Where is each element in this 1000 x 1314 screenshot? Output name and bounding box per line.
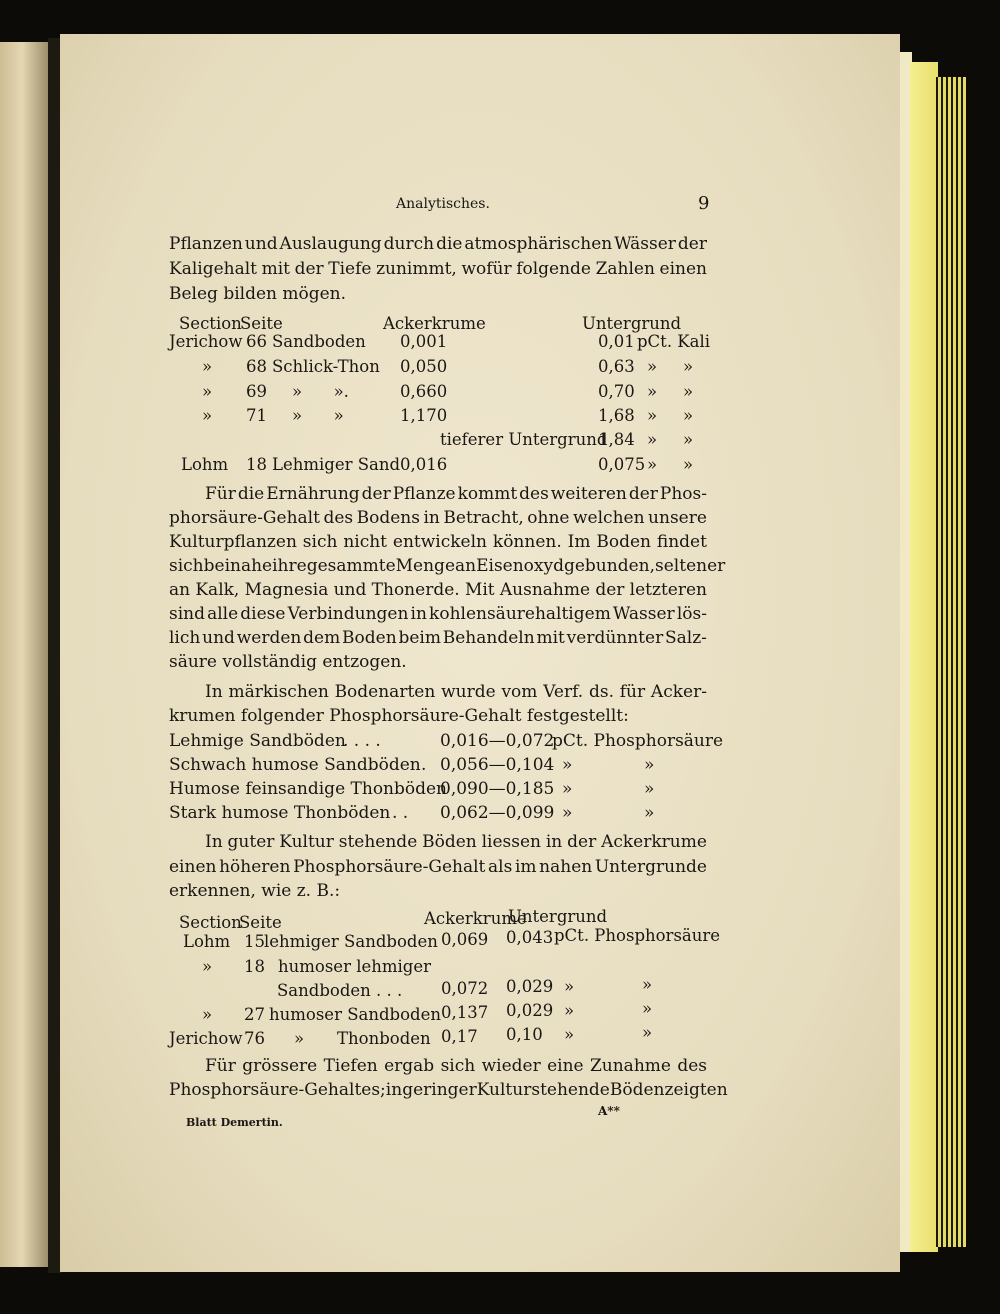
cell-unter: 0,029 xyxy=(506,977,554,996)
page-edge-yellow xyxy=(910,62,938,1252)
ditto-mark: » xyxy=(647,357,658,376)
ditto-mark: » xyxy=(564,977,575,996)
cell-section: Jerichow xyxy=(169,332,243,351)
cell-boden: » ». xyxy=(292,382,349,401)
cell-section: » xyxy=(202,406,213,425)
cell-seite: 69 xyxy=(246,382,267,401)
item-name: Humose feinsandige Thonböden xyxy=(169,779,448,799)
ditto-mark: » xyxy=(683,382,694,401)
cell-unter: 0,70 xyxy=(598,382,635,401)
cell-section: Jerichow xyxy=(169,1029,243,1048)
cell-acker: 0,050 xyxy=(400,357,448,376)
ditto-mark: » xyxy=(562,779,573,799)
item-name: Lehmige Sandböden xyxy=(169,731,346,751)
cell-boden: humoser lehmiger xyxy=(278,957,432,976)
text-line: krumen folgender Phosphorsäure-Gehalt festgestellt: xyxy=(169,706,629,726)
cell-acker: 0,016 xyxy=(400,455,448,474)
col-header-acker: Ackerkrume xyxy=(424,909,527,928)
text-line: In märkischen Bodenarten wurde vom Verf. ds. für Acker- xyxy=(205,682,707,702)
cell-boden: humoser Sandboden xyxy=(269,1005,441,1024)
cell-unter: 1,68 xyxy=(598,406,635,425)
cell-boden: » » xyxy=(292,406,344,425)
item-dots: . . . . xyxy=(343,731,381,751)
col-header-unter: Untergrund xyxy=(582,314,682,333)
cell-boden: lehmiger Sandboden xyxy=(264,932,438,951)
item-dots: . . xyxy=(392,803,409,823)
item-range: 0,062—0,099 xyxy=(440,803,555,823)
ditto-mark: » xyxy=(562,803,573,823)
ditto-mark: » xyxy=(644,779,655,799)
item-range: 0,090—0,185 xyxy=(440,779,555,799)
ditto-mark: » xyxy=(647,406,658,425)
text-line: lich und werden dem Boden beim Behandeln mit verdünnter Salz- xyxy=(169,628,707,648)
cell-unter: 0,10 xyxy=(506,1025,543,1044)
cell-acker: 0,069 xyxy=(441,930,489,949)
col-header-section: Section xyxy=(179,314,242,333)
item-name: Schwach humose Sandböden xyxy=(169,755,421,775)
cell-section: Lohm xyxy=(183,932,231,951)
left-page-edge xyxy=(0,42,55,1267)
cell-section: » xyxy=(202,1005,213,1024)
cell-acker: 0,17 xyxy=(441,1027,478,1046)
col-header-unter: Untergrund xyxy=(508,907,608,926)
cell-section: Lohm xyxy=(181,455,229,474)
cell-unter: 0,029 xyxy=(506,1001,554,1020)
cell-unter: 0,043 xyxy=(506,928,554,947)
cell-boden: Schlick-Thon xyxy=(272,357,380,376)
col-header-acker: Ackerkrume xyxy=(383,314,486,333)
ditto-mark: » xyxy=(644,755,655,775)
ditto-mark: » xyxy=(647,382,658,401)
cell-seite: 18 xyxy=(244,957,265,976)
cell-boden: Sandboden . . . xyxy=(277,981,403,1000)
cell-acker: 0,660 xyxy=(400,382,448,401)
text-line: Für grössere Tiefen ergab sich wieder eine Zunahme des xyxy=(205,1056,707,1076)
cell-section: » xyxy=(202,957,213,976)
cell-label: tieferer Untergrund xyxy=(440,430,608,449)
cell-section: » xyxy=(202,382,213,401)
text-line: phorsäure-Gehalt des Bodens in Betracht, ohne welchen unsere xyxy=(169,508,707,528)
item-dots: . xyxy=(421,755,427,775)
text-line: In guter Kultur stehende Böden liessen in der Ackerkrume xyxy=(205,832,707,852)
ditto-mark: » xyxy=(647,455,658,474)
ditto-mark: » xyxy=(683,406,694,425)
cell-unit: pCt. Phosphorsäure xyxy=(554,926,721,945)
ditto-mark: » xyxy=(562,755,573,775)
cell-section: » xyxy=(202,357,213,376)
ditto-mark: » xyxy=(683,430,694,449)
col-header-section: Section xyxy=(179,913,242,932)
ditto-mark: » xyxy=(644,803,655,823)
cell-acker: 0,001 xyxy=(400,332,448,351)
col-header-seite: Seite xyxy=(240,314,283,333)
running-title: Analytisches. xyxy=(396,196,490,212)
text-line: Kulturpflanzen sich nicht entwickeln können. Im Boden findet xyxy=(169,532,707,552)
text-line: sind alle diese Verbindungen in kohlensäurehaltigem Wasser lös- xyxy=(169,604,707,624)
cell-unter: 0,63 xyxy=(598,357,635,376)
cell-unter: 0,075 xyxy=(598,455,646,474)
ditto-mark: » xyxy=(683,455,694,474)
page-number: 9 xyxy=(698,193,710,214)
cell-seite: 66 xyxy=(246,332,267,351)
item-range: 0,056—0,104 xyxy=(440,755,555,775)
cell-seite: 15 xyxy=(244,932,265,951)
page-stack xyxy=(936,77,966,1247)
cell-boden: Sandboden xyxy=(272,332,366,351)
cell-unit: pCt. Kali xyxy=(637,332,711,351)
cell-seite: 27 xyxy=(244,1005,265,1024)
text-line: sich beinahe ihre gesammte Menge an Eisenoxyd gebunden, seltener xyxy=(169,556,726,576)
text-line: Pflanzen und Auslaugung durch die atmosphärischen Wässer der xyxy=(169,234,707,254)
ditto-mark: » xyxy=(683,357,694,376)
cell-boden: Lehmiger Sand xyxy=(272,455,401,474)
cell-boden: Thonboden xyxy=(337,1029,431,1048)
text-line: säure vollständig entzogen. xyxy=(169,652,407,672)
signature-mark: A** xyxy=(598,1104,620,1118)
ditto-mark: » xyxy=(564,1001,575,1020)
item-name: Stark humose Thonböden xyxy=(169,803,391,823)
ditto-mark: » xyxy=(564,1025,575,1044)
ditto-mark: » xyxy=(294,1029,305,1048)
text-line: Kaligehalt mit der Tiefe zunimmt, wofür folgende Zahlen einen xyxy=(169,259,707,279)
cell-acker: 0,072 xyxy=(441,979,489,998)
ditto-mark: » xyxy=(642,1023,653,1042)
text-line: Für die Ernährung der Pflanze kommt des weiteren der Phos- xyxy=(205,484,707,504)
text-line: einen höheren Phosphorsäure-Gehalt als im nahen Untergrunde xyxy=(169,857,707,877)
text-line: erkennen, wie z. B.: xyxy=(169,881,341,901)
text-line: an Kalk, Magnesia und Thonerde. Mit Ausnahme der letzteren xyxy=(169,580,707,600)
col-header-seite: Seite xyxy=(239,913,282,932)
cell-seite: 71 xyxy=(246,406,267,425)
cell-unter: 1,84 xyxy=(598,430,635,449)
cell-seite: 68 xyxy=(246,357,267,376)
text-line: Beleg bilden mögen. xyxy=(169,284,347,304)
cell-acker: 0,137 xyxy=(441,1003,489,1022)
ditto-mark: » xyxy=(647,430,658,449)
text-line: Phosphorsäure-Gehaltes; in geringer Kultur stehende Böden zeigten xyxy=(169,1080,728,1100)
cell-seite: 76 xyxy=(244,1029,265,1048)
cell-seite: 18 xyxy=(246,455,267,474)
footer-sheet-name: Blatt Demertin. xyxy=(186,1116,283,1129)
cell-unter: 0,01 xyxy=(598,332,635,351)
cell-acker: 1,170 xyxy=(400,406,448,425)
item-range: 0,016—0,072 xyxy=(440,731,555,751)
ditto-mark: » xyxy=(642,975,653,994)
ditto-mark: » xyxy=(642,999,653,1018)
item-unit: pCt. Phosphorsäure xyxy=(552,731,724,751)
